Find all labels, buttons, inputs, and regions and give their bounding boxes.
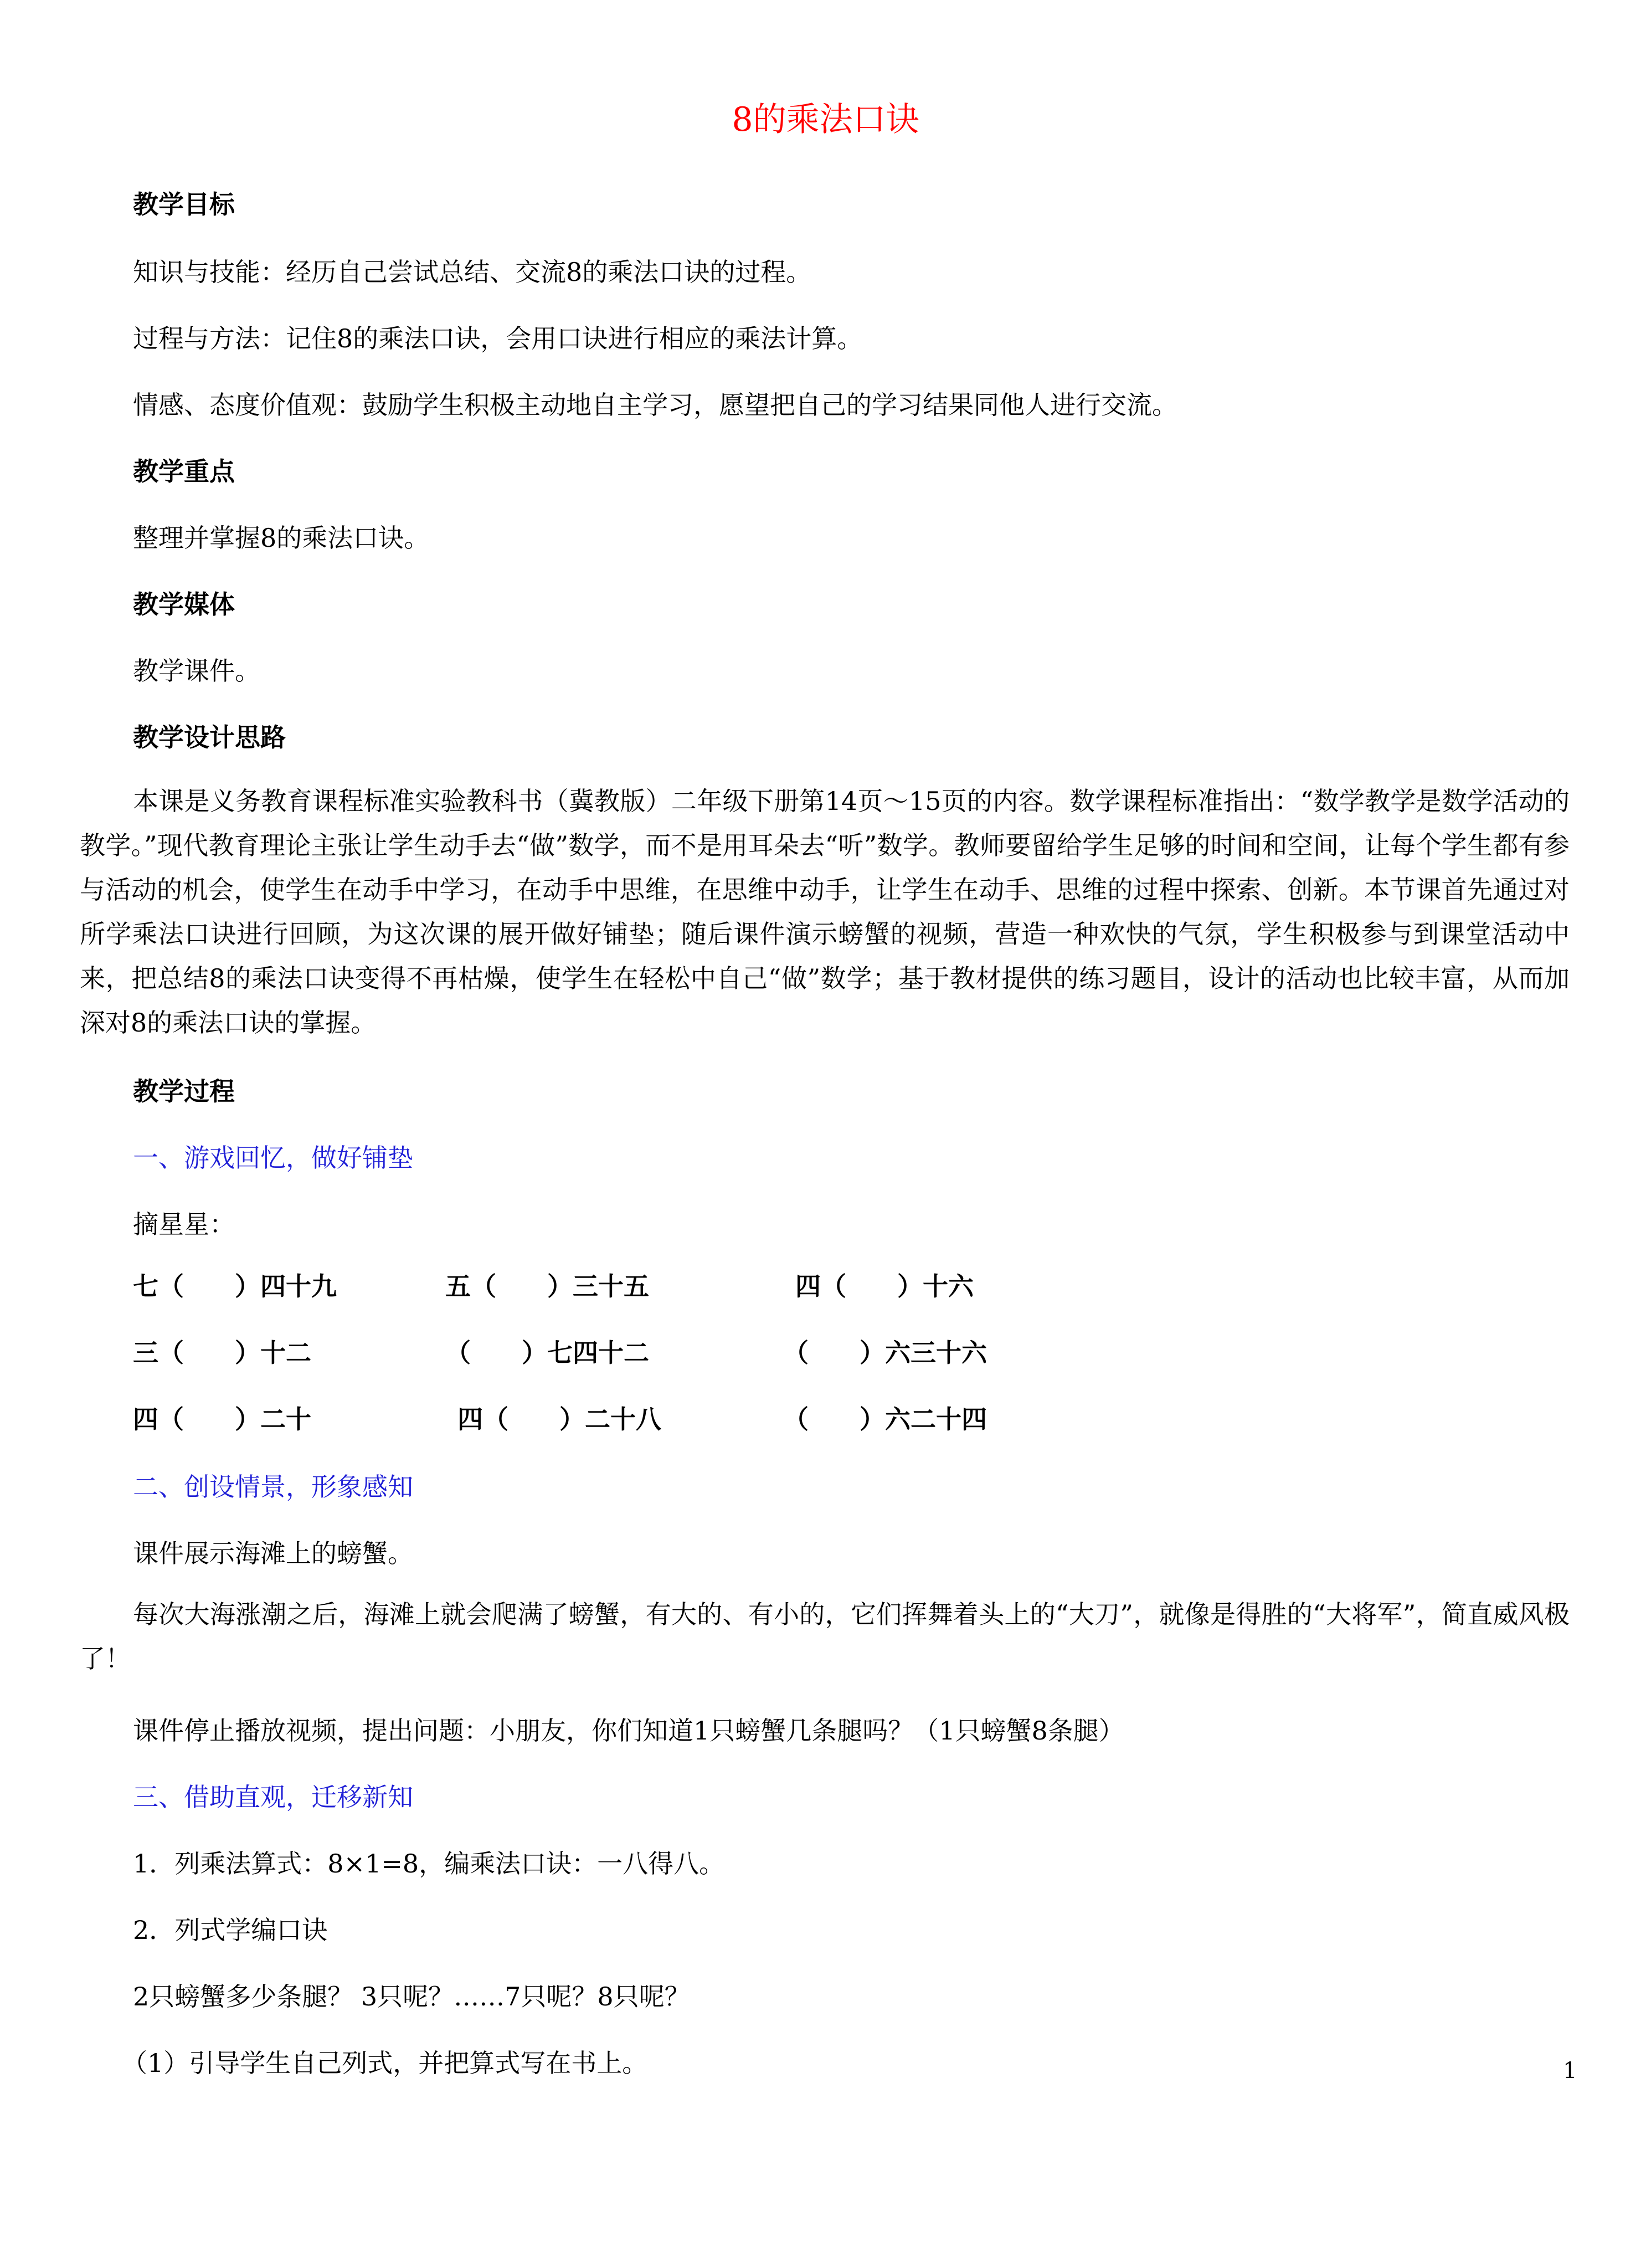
key-point-text: 整理并掌握8的乘法口诀。 <box>133 523 430 553</box>
page-number: 1 <box>1563 2058 1577 2084</box>
objective-process: 过程与方法：记住8的乘法口诀，会用口诀进行相应的乘法计算。 <box>133 324 863 353</box>
step1-intro: 摘星星： <box>133 1209 235 1239</box>
stars-cell: 四（ ）二十八 <box>457 1404 661 1434</box>
step3-heading: 三、借助直观，迁移新知 <box>133 1782 413 1812</box>
media-text: 教学课件。 <box>133 656 260 686</box>
objective-knowledge: 知识与技能：经历自己尝试总结、交流8的乘法口诀的过程。 <box>133 257 812 287</box>
process-heading: 教学过程 <box>133 1076 235 1106</box>
objectives-heading: 教学目标 <box>133 189 235 219</box>
key-point-heading: 教学重点 <box>133 456 235 486</box>
step3-sub1: （1）引导学生自己列式，并把算式写在书上。 <box>122 2048 648 2078</box>
design-paragraph: 本课是义务教育课程标准实验教科书（冀教版）二年级下册第14页～15页的内容。数学课程标准指出：“数学教学是数学活动的教学。”现代教育理论主张让学生动手去“做”数学，而不是用耳朵去“听”数学。教师要留给学生足够的时间和空间，让每个学生都有参与活动的机会，使学生在动手中学习，在动手中思维，在思维中动手，让学生在动手、思维的过程中探索、创新。本节课首先通过对所学乘法口诀进行回顾，为这次课的展开做好铺垫；随后课件演示螃蟹的视频，营造一种欢快的气氛，学生积极参与到课堂活动中来，把总结8的乘法口诀变得不再枯燥，使学生在轻松中自己“做”数学；基于教材提供的练习题目，设计的活动也比较丰富，从而加深对8的乘法口诀的掌握。 <box>80 786 1570 1038</box>
stars-cell: 七（ ）四十九 <box>133 1271 337 1301</box>
step3-question: 2只螃蟹多少条腿？ 3只呢？……7只呢？8只呢？ <box>133 1982 690 2012</box>
step3-item1: 1．列乘法算式：8×1=8，编乘法口诀：一八得八。 <box>133 1849 725 1879</box>
step2-line1: 课件展示海滩上的螃蟹。 <box>133 1538 413 1568</box>
stars-cell: （ ）六二十四 <box>783 1404 987 1434</box>
step2-paragraph: 每次大海涨潮之后，海滩上就会爬满了螃蟹，有大的、有小的，它们挥舞着头上的“大刀”，就像是得胜的“大将军”，简直威风极了！ <box>80 1599 1570 1674</box>
step3-item2: 2．列式学编口诀 <box>133 1915 328 1945</box>
page-title: 8的乘法口诀 <box>732 100 919 139</box>
objective-attitude: 情感、态度价值观：鼓励学生积极主动地自主学习，愿望把自己的学习结果同他人进行交流。 <box>133 390 1177 420</box>
step1-heading: 一、游戏回忆，做好铺垫 <box>133 1143 413 1173</box>
step2-heading: 二、创设情景，形象感知 <box>133 1472 413 1502</box>
stars-cell: 四（ ）十六 <box>795 1271 974 1301</box>
media-heading: 教学媒体 <box>133 589 235 619</box>
design-heading: 教学设计思路 <box>133 722 286 752</box>
step2-question: 课件停止播放视频，提出问题：小朋友，你们知道1只螃蟹几条腿吗？（1只螃蟹8条腿） <box>133 1716 1124 1746</box>
stars-cell: 三（ ）十二 <box>133 1338 311 1368</box>
stars-cell: （ ）六三十六 <box>783 1338 987 1368</box>
stars-cell: 四（ ）二十 <box>133 1404 311 1434</box>
stars-cell: 五（ ）三十五 <box>445 1271 649 1301</box>
stars-cell: （ ）七四十二 <box>445 1338 649 1368</box>
